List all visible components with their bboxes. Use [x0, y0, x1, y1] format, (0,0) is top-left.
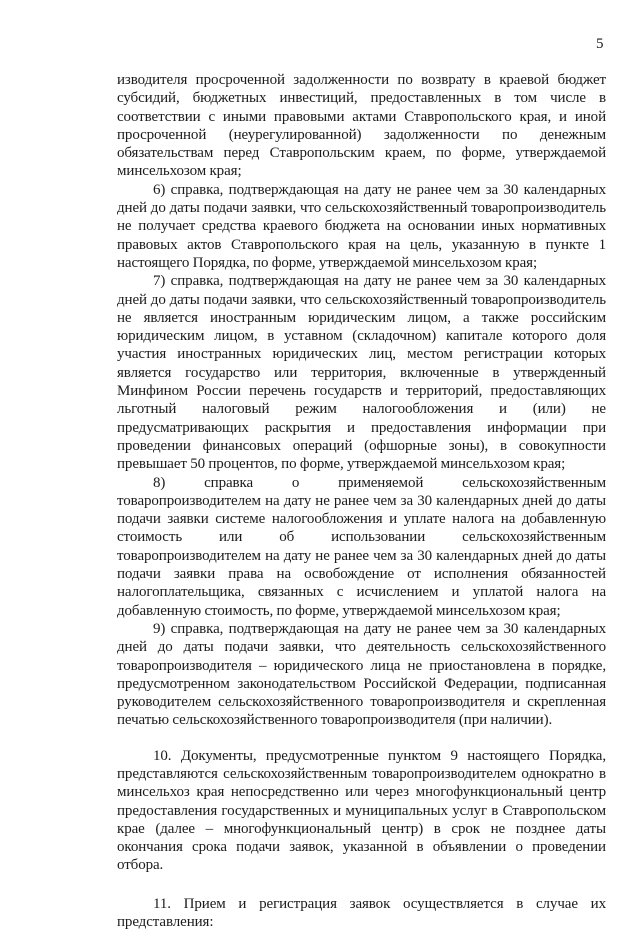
paragraph-item-6: 6) справка, подтверждающая на дату не ранее чем за 30 календарных дней до даты подачи заявки, что сельскохозяйственный товаропроизводитель не получает средства краевого бюджета на основании иных нормативных правовых актов Ставропольского края на цель, указанную в пункте 1 настоящего Порядка, по форме, утверждаемой минсельхозом края;	[117, 181, 606, 271]
document-body	[117, 71, 606, 931]
page-number: 5	[596, 36, 604, 52]
paragraph-item-8: 8) справка о применяемой сельскохозяйственным товаропроизводителем на дату не ранее чем за 30 календарных дней до даты подачи заявки системе налогообложения и уплате налога на добавленную стоимость или об использовании сельскохозяйственным товаропроизводителем на дату не ранее чем за 30 календарных дней до даты подачи заявки права на освобождение от исполнения обязанностей налогоплательщика, связанных с исчислением и уплатой налога на добавленную стоимость, по форме, утверждаемой минсельхозом края;	[117, 474, 606, 619]
paragraph-point-11: 11. Прием и регистрация заявок осуществляется в случае их представления:	[117, 895, 606, 931]
paragraph-point-10: 10. Документы, предусмотренные пунктом 9 настоящего Порядка, представляются сельскохозяйственным товаропроизводителем однократно в минсельхоз края непосредственно или через многофункциональный центр предоставления государственных и муниципальных услуг в Ставропольском крае (далее – многофункциональный центр) в срок не позднее даты окончания срока подачи заявок, указанной в объявлении о проведении отбора.	[117, 747, 606, 874]
paragraph-item-7: 7) справка, подтверждающая на дату не ранее чем за 30 календарных дней до даты подачи заявки, что сельскохозяйственный товаропроизводитель не является иностранным юридическим лицом, а также российским юридическим лицом, в уставном (складочном) капитале которого доля участия иностранных юридических лиц, местом регистрации которых является государство или территория, включенные в утвержденный Минфином России перечень государств и территорий, предоставляющих льготный налоговый режим налогообложения и (или) не предусматривающих раскрытия и предоставления информации при проведении финансовых операций (офшорные зоны), в совокупности превышает 50 процентов, по форме, утверждаемой минсельхозом края;	[117, 273, 606, 473]
paragraph-item-9: 9) справка, подтверждающая на дату не ранее чем за 30 календарных дней до даты подачи заявки, что деятельность сельскохозяйственного товаропроизводителя – юридического лица не приостановлена в порядке, предусмотренном законодательством Российской Федерации, подписанная руководителем сельскохозяйственного товаропроизводителя и скрепленная печатью сельскохозяйственного товаропроизводителя (при наличии).	[117, 620, 606, 729]
paragraph-continuation: изводителя просроченной задолженности по возврату в краевой бюджет субсидий, бюджетных инвестиций, предоставленных в том числе в соответствии с иными правовыми актами Ставропольского края, и иной просроченной (неурегулированной) задолженности по денежным обязательствам перед Ставропольским краем, по форме, утверждаемой минсельхозом края;	[117, 72, 606, 180]
